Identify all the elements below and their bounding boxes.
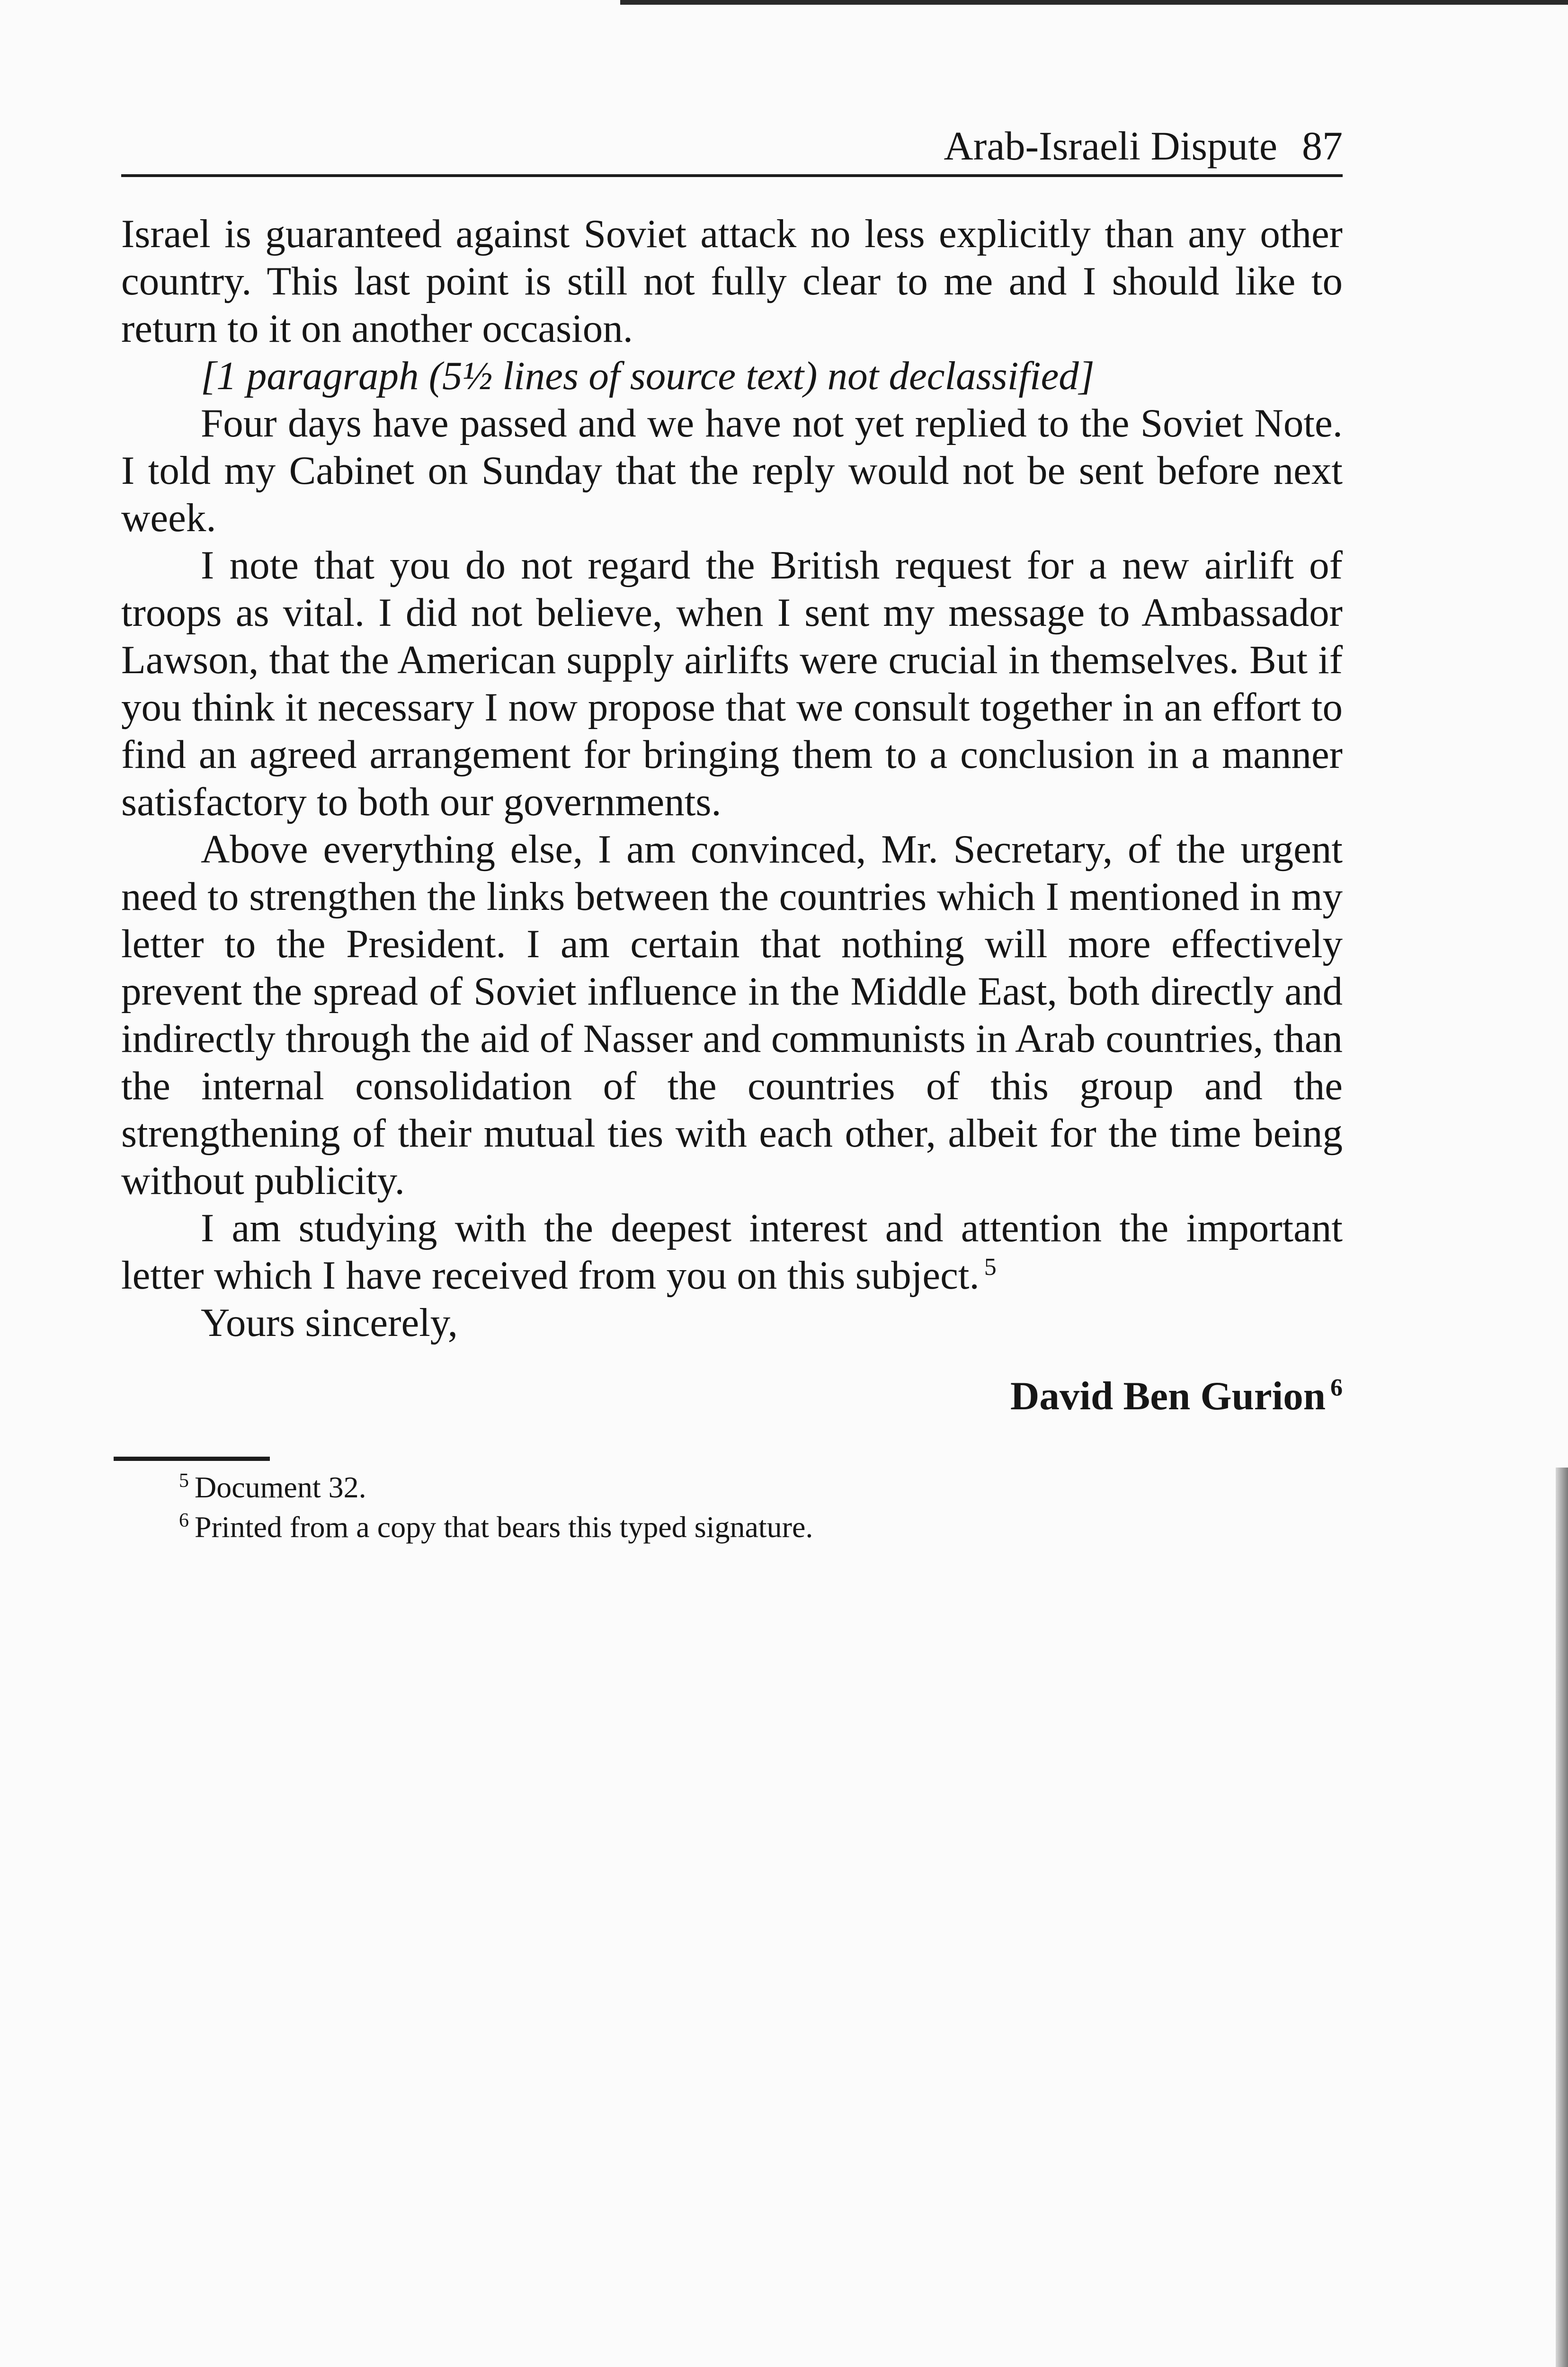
- paragraph-4: I note that you do not regard the British request for a new airlift of troops as vital. I did not believe, when I sent my message to Ambassador Lawson, that the American supply airlifts were crucial in themselves. But if you think it necessary I now propose that we consult together in an effort to find an agreed arrangement for bringing them to a conclusion in a manner satisfactory to both our governments.: [121, 543, 1343, 824]
- footnotes: [179, 1468, 813, 1547]
- footnote-text: Printed from a copy that bears this typed signature.: [195, 1510, 813, 1544]
- footnote-item: [179, 1468, 813, 1507]
- footnote-ref-5: 5: [984, 1253, 997, 1281]
- paragraph-1: Israel is guaranteed against Soviet attack no less explicitly than any other country. This last point is still not fully clear to me and I should like to return to it on another occasion.: [121, 212, 1343, 351]
- paragraph-6: [121, 1204, 1343, 1299]
- running-head-title: Arab-Israeli Dispute: [944, 123, 1277, 169]
- paragraph-3: Four days have passed and we have not yet replied to the Soviet Note. I told my Cabinet on Sunday that the reply would not be sent before next week.: [121, 401, 1343, 540]
- running-head: [944, 122, 1343, 169]
- signature-name: David Ben Gurion: [1010, 1374, 1326, 1418]
- paragraph-6-text: I am studying with the deepest interest and attention the important letter which I have received from you on this subject.: [121, 1206, 1343, 1298]
- closing-salutation: Yours sincerely,: [201, 1300, 458, 1345]
- page-number: 87: [1302, 123, 1343, 169]
- footnote-mark: 6: [179, 1509, 189, 1531]
- footnote-rule: [114, 1457, 270, 1461]
- signature-block: [1010, 1373, 1343, 1419]
- footnote-item: [179, 1507, 813, 1547]
- redaction-note: [1 paragraph (5½ lines of source text) not declassified]: [201, 354, 1095, 398]
- paragraph-5: Above everything else, I am convinced, Mr. Secretary, of the urgent need to strengthen the links between the countries which I mentioned in my letter to the President. I am certain that nothing will more effectively prevent the spread of Soviet influence in the Middle East, both directly and indirectly through the aid of Nasser and communists in Arab countries, than the internal consolidation of the countries of this group and the strengthening of their mutual ties with each other, albeit for the time being without publicity.: [121, 827, 1343, 1203]
- letter-body: [121, 210, 1343, 1346]
- page-edge-shadow: [1556, 1468, 1568, 2367]
- footnote-ref-6: 6: [1330, 1374, 1343, 1401]
- page-header: [121, 117, 1343, 177]
- top-edge-rule: [620, 0, 1568, 5]
- footnote-text: Document 32.: [195, 1470, 366, 1504]
- footnote-mark: 5: [179, 1469, 189, 1492]
